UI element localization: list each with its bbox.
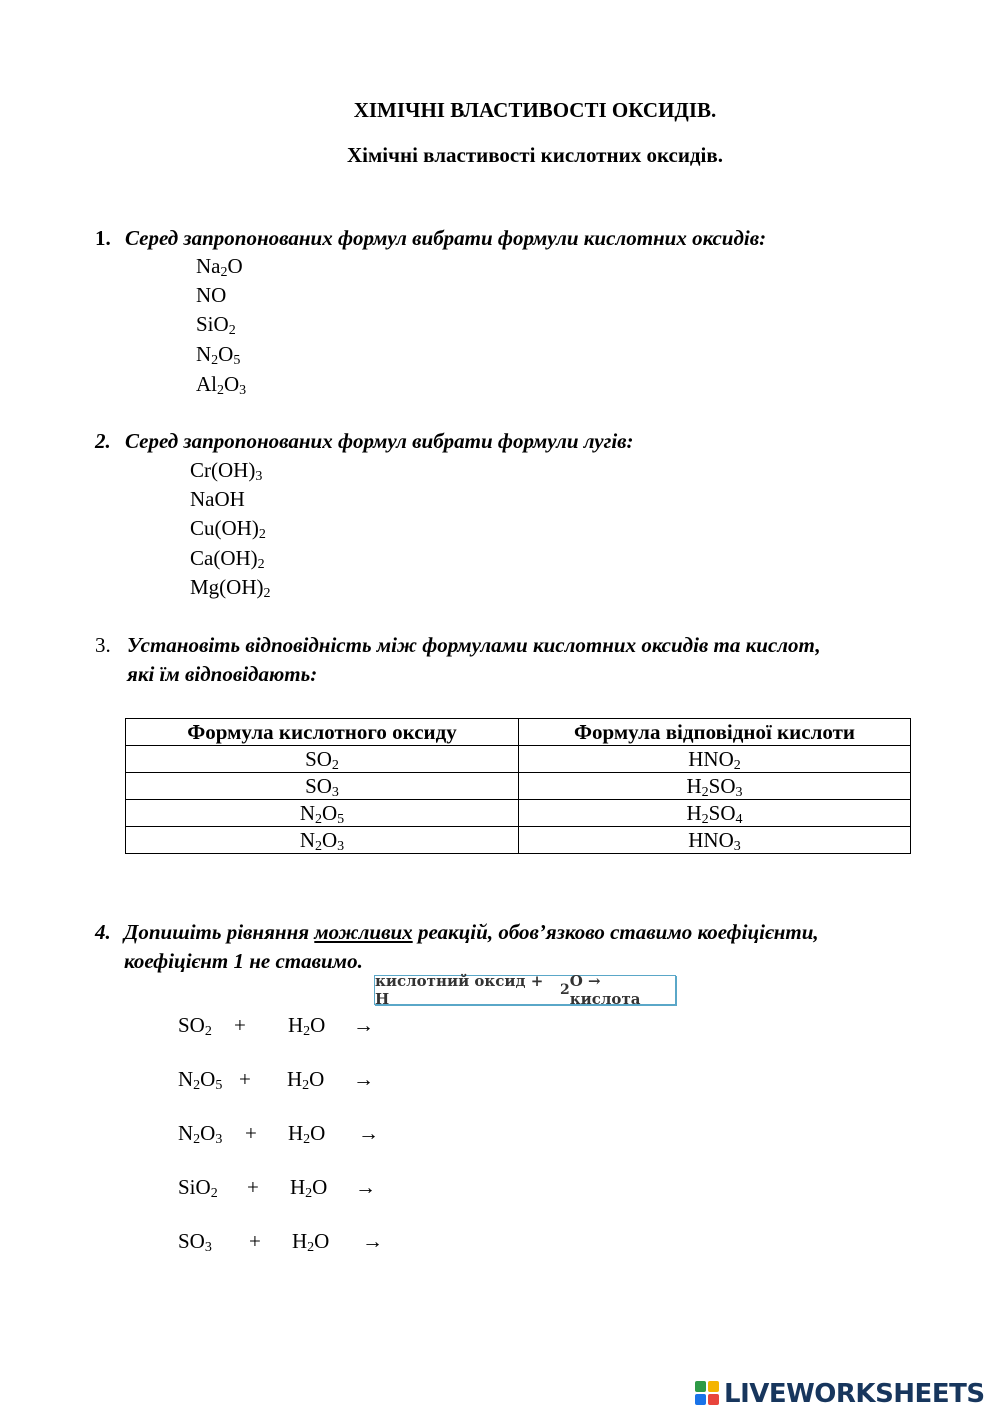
equation-arrow: → bbox=[353, 1013, 374, 1037]
q1-number: 1. bbox=[95, 226, 111, 250]
equation-water: $H_2O$ bbox=[288, 1013, 326, 1039]
logo-text: LIVEWORKSHEETS bbox=[724, 1379, 985, 1409]
q2-option[interactable]: $Mg(OH)_2$ bbox=[190, 575, 271, 601]
q1-option[interactable]: $Al_2O_3$ bbox=[196, 372, 247, 398]
q1-option[interactable]: $N_2O_5$ bbox=[196, 342, 241, 368]
table-row bbox=[126, 746, 911, 773]
logo-square bbox=[708, 1381, 719, 1392]
q4-text-after: реакцій, обов’язково ставимо коефіцієнти, bbox=[412, 920, 819, 944]
q1-option[interactable]: SiO$_2$ bbox=[196, 312, 236, 338]
equation-plus: + bbox=[234, 1013, 246, 1037]
q4-text-line1 bbox=[124, 918, 819, 946]
equation-plus: + bbox=[249, 1229, 261, 1253]
equation-plus: + bbox=[239, 1067, 251, 1091]
equation-plus: + bbox=[247, 1175, 259, 1199]
table-cell-acid[interactable]: $H_2SO_4$ bbox=[519, 800, 911, 827]
logo-square bbox=[695, 1381, 706, 1392]
reaction-hint-box: кислотний оксид + H 2 O → кислота bbox=[374, 975, 676, 1005]
q2-option[interactable]: $Cu(OH)_2$ bbox=[190, 516, 266, 542]
table-cell-oxide[interactable]: $SO_3$ bbox=[126, 773, 519, 800]
equation-arrow: → bbox=[353, 1067, 374, 1091]
table-header-acid: Формула відповідної кислоти bbox=[519, 719, 911, 746]
logo-icon bbox=[695, 1381, 721, 1407]
q2-number: 2. bbox=[95, 429, 111, 453]
table-cell-oxide[interactable]: $SO_2$ bbox=[126, 746, 519, 773]
table-row bbox=[126, 827, 911, 854]
equation-water: $H_2O$ bbox=[290, 1175, 328, 1201]
q2-option[interactable]: NaOH bbox=[190, 487, 245, 511]
q4-text-before: Допишіть рівняння bbox=[124, 920, 315, 944]
equation-arrow: → bbox=[358, 1121, 379, 1145]
equation-oxide: $SO_2$ bbox=[178, 1013, 212, 1039]
q3-text-line2: які їм відповідають: bbox=[127, 662, 318, 686]
q4-text-line2: коефіцієнт 1 не ставимо. bbox=[124, 949, 363, 973]
table-cell-acid[interactable]: $H_2SO_3$ bbox=[519, 773, 911, 800]
page-subtitle: Хімічні властивості кислотних оксидів. bbox=[346, 143, 723, 167]
table-row bbox=[126, 800, 911, 827]
q4-text-underlined: можливих bbox=[314, 920, 413, 944]
equation-arrow: → bbox=[362, 1229, 383, 1253]
q1-text: Серед запропонованих формул вибрати формули кислотних оксидів: bbox=[125, 226, 767, 250]
table-header-oxide: Формула кислотного оксиду bbox=[126, 719, 519, 746]
table-cell-oxide[interactable]: $N_2O_3$ bbox=[126, 827, 519, 854]
equation-water: $H_2O$ bbox=[292, 1229, 330, 1255]
equation-oxide: SiO$_2$ bbox=[178, 1175, 218, 1201]
q2-option[interactable]: $Ca(OH)_2$ bbox=[190, 546, 265, 572]
q1-option[interactable]: NO bbox=[196, 283, 227, 307]
table-cell-acid[interactable]: $HNO_2$ bbox=[519, 746, 911, 773]
matching-table bbox=[125, 718, 911, 854]
equation-water: $H_2O$ bbox=[287, 1067, 325, 1093]
q4-number: 4. bbox=[95, 920, 111, 944]
equation-plus: + bbox=[245, 1121, 257, 1145]
equation-oxide: $N_2O_5$ bbox=[178, 1067, 223, 1093]
equation-oxide: $N_2O_3$ bbox=[178, 1121, 223, 1147]
logo-square bbox=[695, 1394, 706, 1405]
q2-option[interactable]: $Cr(OH)_3$ bbox=[190, 458, 263, 484]
q1-option[interactable]: $Na_2O$ bbox=[196, 254, 243, 280]
table-row bbox=[126, 773, 911, 800]
table-cell-oxide[interactable]: $N_2O_5$ bbox=[126, 800, 519, 827]
table-header-row bbox=[126, 719, 911, 746]
q2-text: Серед запропонованих формул вибрати формули лугів: bbox=[125, 429, 634, 453]
page-title: ХІМІЧНІ ВЛАСТИВОСТІ ОКСИДІВ. bbox=[353, 98, 717, 122]
table-cell-acid[interactable]: $HNO_3$ bbox=[519, 827, 911, 854]
equation-oxide: $SO_3$ bbox=[178, 1229, 212, 1255]
equation-arrow: → bbox=[355, 1175, 376, 1199]
logo-square bbox=[708, 1394, 719, 1405]
q3-text-line1: Установіть відповідність між формулами кислотних оксидів та кислот, bbox=[127, 633, 821, 657]
q3-number: 3. bbox=[95, 633, 111, 657]
liveworksheets-logo[interactable] bbox=[695, 1378, 985, 1410]
equation-water: $H_2O$ bbox=[288, 1121, 326, 1147]
